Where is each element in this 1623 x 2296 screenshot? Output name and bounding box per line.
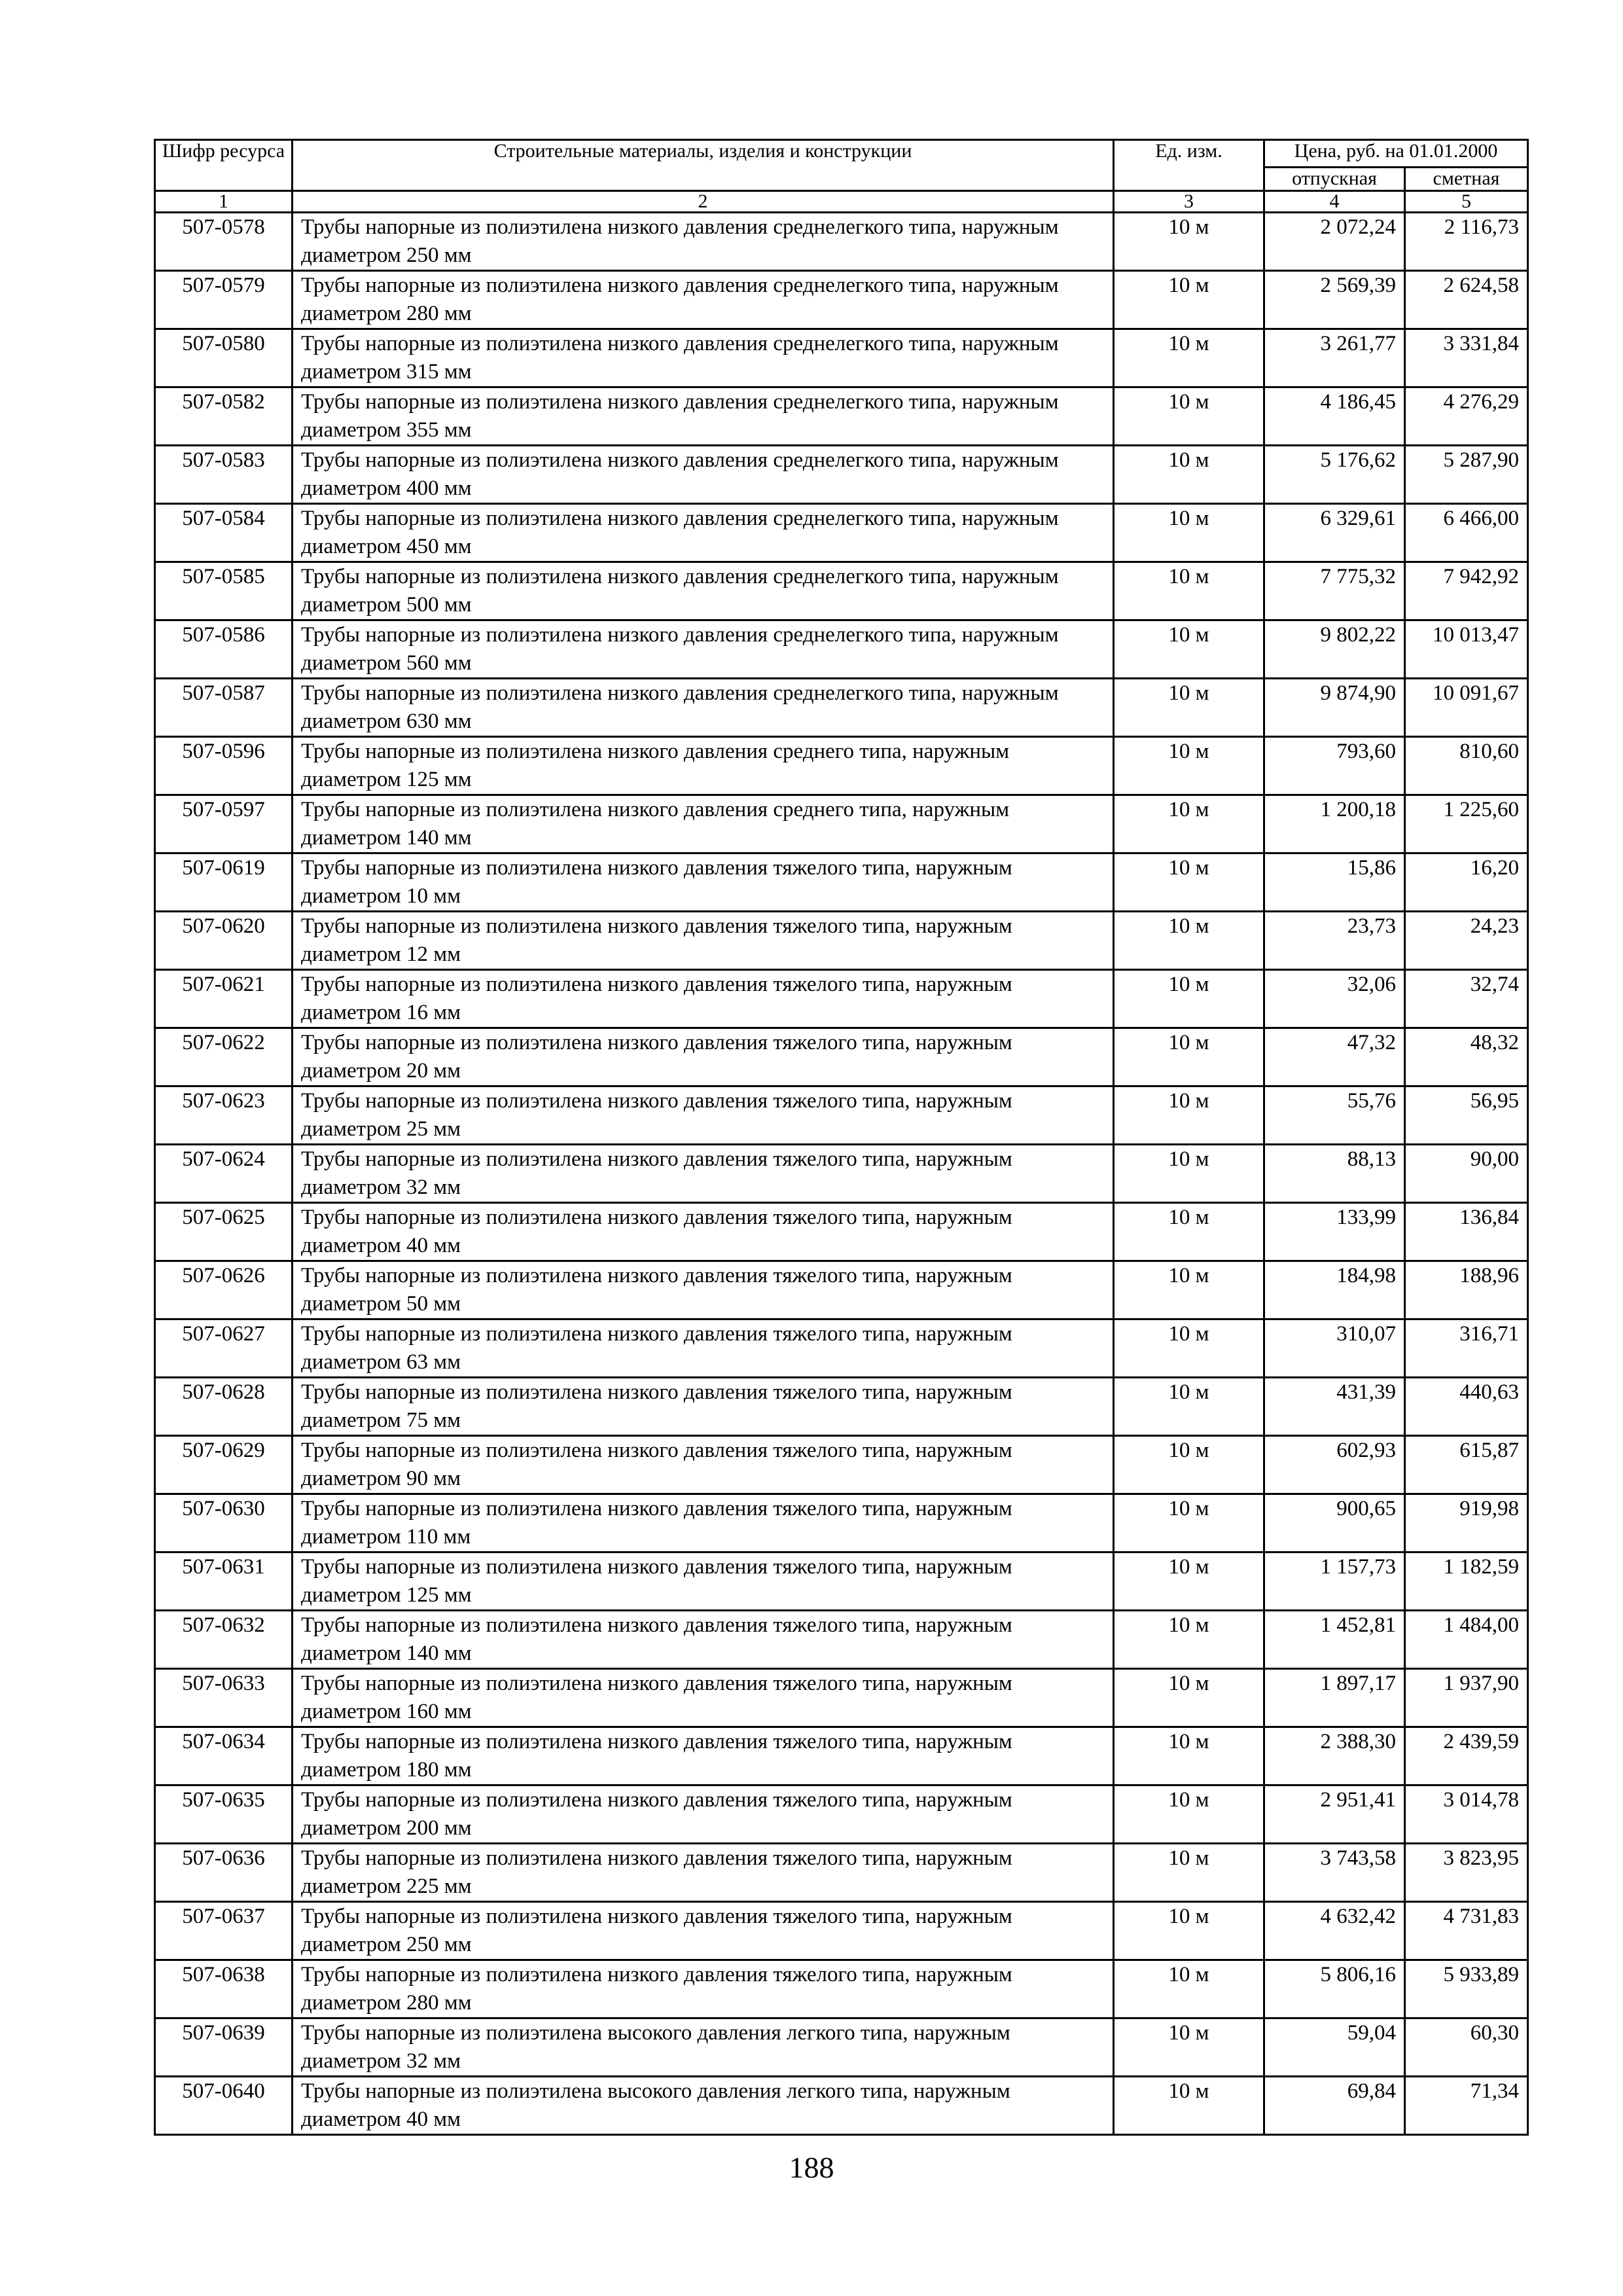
resource-code: 507-0583: [155, 446, 293, 504]
price-estimate: 4 276,29: [1405, 387, 1528, 446]
table-row: [155, 446, 1528, 504]
resource-code: 507-0640: [155, 2077, 293, 2135]
table-row: [155, 562, 1528, 620]
material-description: Трубы напорные из полиэтилена низкого давления тяжелого типа, наружным диаметром 125 мм: [293, 1552, 1114, 1611]
unit-of-measure: 10 м: [1114, 1611, 1264, 1669]
material-description: Трубы напорные из полиэтилена низкого давления тяжелого типа, наружным диаметром 110 мм: [293, 1494, 1114, 1552]
price-estimate: 1 937,90: [1405, 1669, 1528, 1727]
material-description: Трубы напорные из полиэтилена низкого давления среднелегкого типа, наружным диаметром 630 мм: [293, 679, 1114, 737]
column-number: 2: [293, 191, 1114, 213]
header-price-release: отпускная: [1264, 168, 1405, 191]
price-estimate: 6 466,00: [1405, 504, 1528, 562]
unit-of-measure: 10 м: [1114, 1378, 1264, 1436]
resource-code: 507-0636: [155, 1844, 293, 1902]
price-release: 88,13: [1264, 1145, 1405, 1203]
resource-code: 507-0634: [155, 1727, 293, 1785]
table-row: [155, 1261, 1528, 1319]
price-estimate: 1 182,59: [1405, 1552, 1528, 1611]
material-description: Трубы напорные из полиэтилена низкого давления тяжелого типа, наружным диаметром 16 мм: [293, 970, 1114, 1028]
column-number: 4: [1264, 191, 1405, 213]
table-row: [155, 1494, 1528, 1552]
unit-of-measure: 10 м: [1114, 853, 1264, 912]
material-description: Трубы напорные из полиэтилена низкого давления тяжелого типа, наружным диаметром 20 мм: [293, 1028, 1114, 1086]
table-row: [155, 1669, 1528, 1727]
price-release: 5 176,62: [1264, 446, 1405, 504]
price-estimate: 188,96: [1405, 1261, 1528, 1319]
price-release: 1 897,17: [1264, 1669, 1405, 1727]
header-code: Шифр ресурса: [155, 140, 293, 191]
price-estimate: 60,30: [1405, 2018, 1528, 2077]
table-row: [155, 387, 1528, 446]
unit-of-measure: 10 м: [1114, 1319, 1264, 1378]
resource-code: 507-0597: [155, 795, 293, 853]
table-row: [155, 620, 1528, 679]
table-row: [155, 329, 1528, 387]
price-estimate: 56,95: [1405, 1086, 1528, 1145]
price-estimate: 16,20: [1405, 853, 1528, 912]
price-release: 4 186,45: [1264, 387, 1405, 446]
table-row: [155, 853, 1528, 912]
price-release: 2 072,24: [1264, 213, 1405, 271]
unit-of-measure: 10 м: [1114, 737, 1264, 795]
price-estimate: 1 225,60: [1405, 795, 1528, 853]
table-row: [155, 1086, 1528, 1145]
table-row: [155, 2077, 1528, 2135]
price-release: 47,32: [1264, 1028, 1405, 1086]
resource-code: 507-0632: [155, 1611, 293, 1669]
price-table: [154, 139, 1529, 2136]
table-row: [155, 1785, 1528, 1844]
material-description: Трубы напорные из полиэтилена низкого давления среднего типа, наружным диаметром 140 мм: [293, 795, 1114, 853]
unit-of-measure: 10 м: [1114, 970, 1264, 1028]
header-price-group: Цена, руб. на 01.01.2000: [1264, 140, 1528, 168]
table-row: [155, 970, 1528, 1028]
price-estimate: 10 091,67: [1405, 679, 1528, 737]
unit-of-measure: 10 м: [1114, 1028, 1264, 1086]
material-description: Трубы напорные из полиэтилена низкого давления тяжелого типа, наружным диаметром 225 мм: [293, 1844, 1114, 1902]
material-description: Трубы напорные из полиэтилена низкого давления среднелегкого типа, наружным диаметром 250 мм: [293, 213, 1114, 271]
price-estimate: 32,74: [1405, 970, 1528, 1028]
price-estimate: 2 116,73: [1405, 213, 1528, 271]
resource-code: 507-0621: [155, 970, 293, 1028]
unit-of-measure: 10 м: [1114, 446, 1264, 504]
price-estimate: 5 287,90: [1405, 446, 1528, 504]
table-row: [155, 1145, 1528, 1203]
resource-code: 507-0582: [155, 387, 293, 446]
table-row: [155, 1902, 1528, 1960]
unit-of-measure: 10 м: [1114, 1727, 1264, 1785]
price-estimate: 316,71: [1405, 1319, 1528, 1378]
unit-of-measure: 10 м: [1114, 1960, 1264, 2018]
price-release: 15,86: [1264, 853, 1405, 912]
price-release: 9 802,22: [1264, 620, 1405, 679]
table-row: [155, 679, 1528, 737]
price-estimate: 440,63: [1405, 1378, 1528, 1436]
price-release: 23,73: [1264, 912, 1405, 970]
material-description: Трубы напорные из полиэтилена низкого давления тяжелого типа, наружным диаметром 140 мм: [293, 1611, 1114, 1669]
material-description: Трубы напорные из полиэтилена низкого давления тяжелого типа, наружным диаметром 63 мм: [293, 1319, 1114, 1378]
table-row: [155, 504, 1528, 562]
material-description: Трубы напорные из полиэтилена низкого давления тяжелого типа, наружным диаметром 12 мм: [293, 912, 1114, 970]
price-release: 184,98: [1264, 1261, 1405, 1319]
resource-code: 507-0631: [155, 1552, 293, 1611]
table-row: [155, 912, 1528, 970]
resource-code: 507-0587: [155, 679, 293, 737]
unit-of-measure: 10 м: [1114, 213, 1264, 271]
price-estimate: 10 013,47: [1405, 620, 1528, 679]
material-description: Трубы напорные из полиэтилена низкого давления тяжелого типа, наружным диаметром 10 мм: [293, 853, 1114, 912]
price-release: 32,06: [1264, 970, 1405, 1028]
unit-of-measure: 10 м: [1114, 1902, 1264, 1960]
unit-of-measure: 10 м: [1114, 387, 1264, 446]
price-release: 9 874,90: [1264, 679, 1405, 737]
material-description: Трубы напорные из полиэтилена низкого давления тяжелого типа, наружным диаметром 75 мм: [293, 1378, 1114, 1436]
resource-code: 507-0580: [155, 329, 293, 387]
column-numbers-row: [155, 191, 1528, 213]
price-estimate: 136,84: [1405, 1203, 1528, 1261]
unit-of-measure: 10 м: [1114, 620, 1264, 679]
material-description: Трубы напорные из полиэтилена высокого давления легкого типа, наружным диаметром 40 мм: [293, 2077, 1114, 2135]
material-description: Трубы напорные из полиэтилена низкого давления среднелегкого типа, наружным диаметром 560 мм: [293, 620, 1114, 679]
unit-of-measure: 10 м: [1114, 1145, 1264, 1203]
header-price-estimate: сметная: [1405, 168, 1528, 191]
table-body: [155, 213, 1528, 2135]
unit-of-measure: 10 м: [1114, 504, 1264, 562]
resource-code: 507-0629: [155, 1436, 293, 1494]
table-row: [155, 737, 1528, 795]
unit-of-measure: 10 м: [1114, 1552, 1264, 1611]
price-release: 431,39: [1264, 1378, 1405, 1436]
unit-of-measure: 10 м: [1114, 912, 1264, 970]
price-release: 133,99: [1264, 1203, 1405, 1261]
unit-of-measure: 10 м: [1114, 329, 1264, 387]
price-release: 59,04: [1264, 2018, 1405, 2077]
resource-code: 507-0638: [155, 1960, 293, 2018]
price-release: 1 452,81: [1264, 1611, 1405, 1669]
price-release: 4 632,42: [1264, 1902, 1405, 1960]
material-description: Трубы напорные из полиэтилена низкого давления тяжелого типа, наружным диаметром 250 мм: [293, 1902, 1114, 1960]
table-row: [155, 1960, 1528, 2018]
column-number: 1: [155, 191, 293, 213]
price-estimate: 90,00: [1405, 1145, 1528, 1203]
price-estimate: 615,87: [1405, 1436, 1528, 1494]
price-estimate: 3 823,95: [1405, 1844, 1528, 1902]
material-description: Трубы напорные из полиэтилена низкого давления среднелегкого типа, наружным диаметром 450 мм: [293, 504, 1114, 562]
unit-of-measure: 10 м: [1114, 1844, 1264, 1902]
header-unit: Ед. изм.: [1114, 140, 1264, 191]
price-estimate: 2 624,58: [1405, 271, 1528, 329]
material-description: Трубы напорные из полиэтилена низкого давления тяжелого типа, наружным диаметром 160 мм: [293, 1669, 1114, 1727]
price-release: 602,93: [1264, 1436, 1405, 1494]
material-description: Трубы напорные из полиэтилена низкого давления среднего типа, наружным диаметром 125 мм: [293, 737, 1114, 795]
table-row: [155, 1844, 1528, 1902]
price-estimate: 48,32: [1405, 1028, 1528, 1086]
unit-of-measure: 10 м: [1114, 1261, 1264, 1319]
resource-code: 507-0585: [155, 562, 293, 620]
material-description: Трубы напорные из полиэтилена низкого давления тяжелого типа, наружным диаметром 90 мм: [293, 1436, 1114, 1494]
table-row: [155, 1552, 1528, 1611]
price-table-wrapper: [154, 139, 1527, 2136]
column-number: 3: [1114, 191, 1264, 213]
price-estimate: 1 484,00: [1405, 1611, 1528, 1669]
price-estimate: 919,98: [1405, 1494, 1528, 1552]
resource-code: 507-0625: [155, 1203, 293, 1261]
price-release: 6 329,61: [1264, 504, 1405, 562]
resource-code: 507-0633: [155, 1669, 293, 1727]
price-release: 310,07: [1264, 1319, 1405, 1378]
material-description: Трубы напорные из полиэтилена низкого давления тяжелого типа, наружным диаметром 25 мм: [293, 1086, 1114, 1145]
unit-of-measure: 10 м: [1114, 795, 1264, 853]
resource-code: 507-0639: [155, 2018, 293, 2077]
resource-code: 507-0630: [155, 1494, 293, 1552]
material-description: Трубы напорные из полиэтилена низкого давления тяжелого типа, наружным диаметром 32 мм: [293, 1145, 1114, 1203]
table-row: [155, 1203, 1528, 1261]
price-release: 55,76: [1264, 1086, 1405, 1145]
material-description: Трубы напорные из полиэтилена высокого давления легкого типа, наружным диаметром 32 мм: [293, 2018, 1114, 2077]
resource-code: 507-0627: [155, 1319, 293, 1378]
price-release: 5 806,16: [1264, 1960, 1405, 2018]
price-estimate: 3 331,84: [1405, 329, 1528, 387]
table-row: [155, 271, 1528, 329]
resource-code: 507-0578: [155, 213, 293, 271]
price-release: 900,65: [1264, 1494, 1405, 1552]
page-number: 188: [789, 2151, 834, 2184]
resource-code: 507-0626: [155, 1261, 293, 1319]
unit-of-measure: 10 м: [1114, 271, 1264, 329]
resource-code: 507-0620: [155, 912, 293, 970]
material-description: Трубы напорные из полиэтилена низкого давления тяжелого типа, наружным диаметром 180 мм: [293, 1727, 1114, 1785]
material-description: Трубы напорные из полиэтилена низкого давления тяжелого типа, наружным диаметром 40 мм: [293, 1203, 1114, 1261]
table-row: [155, 1028, 1528, 1086]
header-materials: Строительные материалы, изделия и конструкции: [293, 140, 1114, 191]
unit-of-measure: 10 м: [1114, 1436, 1264, 1494]
resource-code: 507-0584: [155, 504, 293, 562]
material-description: Трубы напорные из полиэтилена низкого давления тяжелого типа, наружным диаметром 50 мм: [293, 1261, 1114, 1319]
unit-of-measure: 10 м: [1114, 1086, 1264, 1145]
material-description: Трубы напорные из полиэтилена низкого давления тяжелого типа, наружным диаметром 280 мм: [293, 1960, 1114, 2018]
resource-code: 507-0579: [155, 271, 293, 329]
material-description: Трубы напорные из полиэтилена низкого давления среднелегкого типа, наружным диаметром 400 мм: [293, 446, 1114, 504]
column-number: 5: [1405, 191, 1528, 213]
resource-code: 507-0586: [155, 620, 293, 679]
resource-code: 507-0623: [155, 1086, 293, 1145]
price-release: 1 200,18: [1264, 795, 1405, 853]
table-row: [155, 213, 1528, 271]
table-row: [155, 795, 1528, 853]
price-estimate: 5 933,89: [1405, 1960, 1528, 2018]
resource-code: 507-0637: [155, 1902, 293, 1960]
unit-of-measure: 10 м: [1114, 2077, 1264, 2135]
material-description: Трубы напорные из полиэтилена низкого давления тяжелого типа, наружным диаметром 200 мм: [293, 1785, 1114, 1844]
price-estimate: 71,34: [1405, 2077, 1528, 2135]
price-release: 2 569,39: [1264, 271, 1405, 329]
price-estimate: 3 014,78: [1405, 1785, 1528, 1844]
price-release: 7 775,32: [1264, 562, 1405, 620]
material-description: Трубы напорные из полиэтилена низкого давления среднелегкого типа, наружным диаметром 355 мм: [293, 387, 1114, 446]
resource-code: 507-0596: [155, 737, 293, 795]
unit-of-measure: 10 м: [1114, 1494, 1264, 1552]
price-estimate: 24,23: [1405, 912, 1528, 970]
price-estimate: 2 439,59: [1405, 1727, 1528, 1785]
resource-code: 507-0619: [155, 853, 293, 912]
price-release: 2 388,30: [1264, 1727, 1405, 1785]
resource-code: 507-0622: [155, 1028, 293, 1086]
table-row: [155, 2018, 1528, 2077]
price-release: 1 157,73: [1264, 1552, 1405, 1611]
table-row: [155, 1436, 1528, 1494]
table-row: [155, 1319, 1528, 1378]
material-description: Трубы напорные из полиэтилена низкого давления среднелегкого типа, наружным диаметром 500 мм: [293, 562, 1114, 620]
price-estimate: 7 942,92: [1405, 562, 1528, 620]
unit-of-measure: 10 м: [1114, 679, 1264, 737]
price-release: 69,84: [1264, 2077, 1405, 2135]
price-release: 3 261,77: [1264, 329, 1405, 387]
resource-code: 507-0624: [155, 1145, 293, 1203]
unit-of-measure: 10 м: [1114, 2018, 1264, 2077]
price-release: 793,60: [1264, 737, 1405, 795]
price-release: 3 743,58: [1264, 1844, 1405, 1902]
unit-of-measure: 10 м: [1114, 1669, 1264, 1727]
resource-code: 507-0635: [155, 1785, 293, 1844]
material-description: Трубы напорные из полиэтилена низкого давления среднелегкого типа, наружным диаметром 280 мм: [293, 271, 1114, 329]
price-estimate: 810,60: [1405, 737, 1528, 795]
table-row: [155, 1378, 1528, 1436]
unit-of-measure: 10 м: [1114, 562, 1264, 620]
price-release: 2 951,41: [1264, 1785, 1405, 1844]
price-estimate: 4 731,83: [1405, 1902, 1528, 1960]
material-description: Трубы напорные из полиэтилена низкого давления среднелегкого типа, наружным диаметром 315 мм: [293, 329, 1114, 387]
table-row: [155, 1727, 1528, 1785]
resource-code: 507-0628: [155, 1378, 293, 1436]
table-row: [155, 1611, 1528, 1669]
unit-of-measure: 10 м: [1114, 1785, 1264, 1844]
unit-of-measure: 10 м: [1114, 1203, 1264, 1261]
